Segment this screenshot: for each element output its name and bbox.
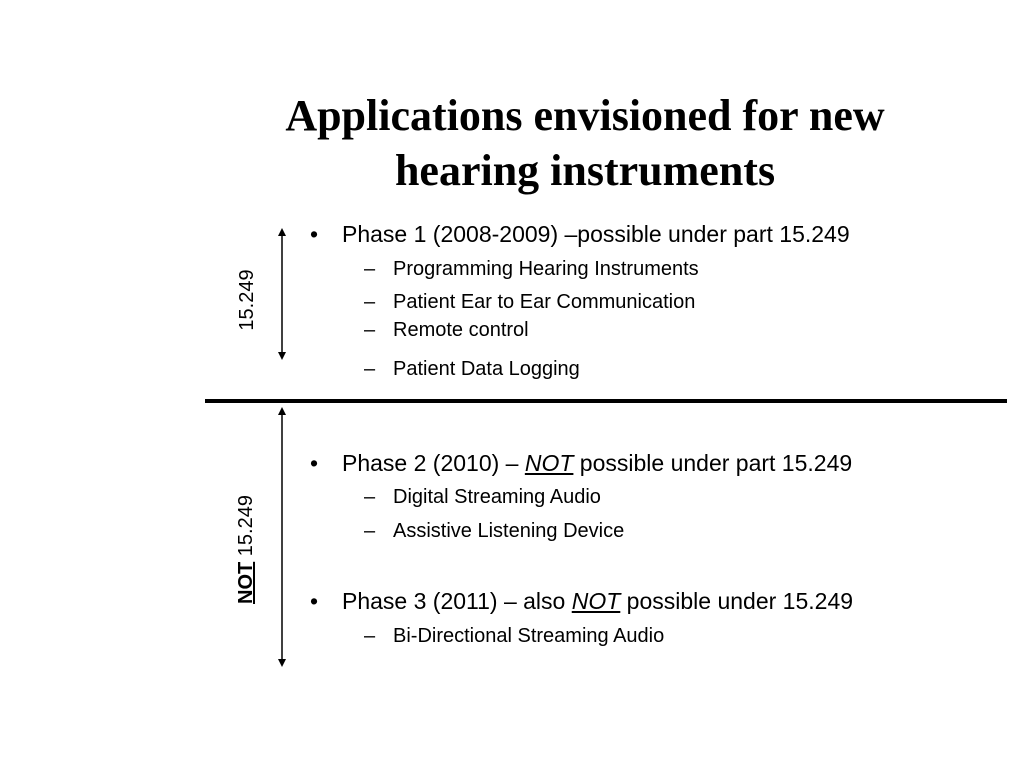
- section-divider: [205, 399, 1007, 403]
- phase3-text: [342, 587, 853, 615]
- phase2-text: [342, 449, 852, 477]
- title-line-1: Applications envisioned for new: [285, 91, 885, 140]
- dash: –: [364, 520, 376, 542]
- lower-range-text: 15.249: [235, 495, 257, 562]
- phase3-post: possible under 15.249: [620, 588, 854, 614]
- title-line-2: hearing instruments: [394, 146, 776, 195]
- upper-range-arrow: [276, 228, 288, 360]
- phase2-pre: Phase 2 (2010) –: [342, 450, 525, 476]
- upper-range-label: [235, 265, 259, 335]
- phase2-item-text: Assistive Listening Device: [393, 520, 625, 542]
- upper-range-text: 15.249: [236, 269, 258, 331]
- bullet-dot: •: [310, 450, 319, 476]
- dash: –: [364, 258, 376, 280]
- dash: –: [364, 486, 376, 508]
- slide-title: [170, 88, 1000, 198]
- bullet-dot: •: [310, 588, 319, 614]
- phase3-not: NOT: [571, 588, 621, 614]
- phase2-post: possible under part 15.249: [573, 450, 853, 476]
- phase1-item-text: Patient Data Logging: [393, 358, 580, 380]
- phase2-item-text: Digital Streaming Audio: [393, 486, 601, 508]
- phase3-pre: Phase 3 (2011) – also: [342, 588, 572, 614]
- bullet-dot: •: [310, 221, 319, 247]
- phase1-item-text: Patient Ear to Ear Communication: [393, 291, 696, 313]
- dash: –: [364, 358, 376, 380]
- phase1-text: Phase 1 (2008-2009) –possible under part 15.249: [342, 221, 850, 247]
- lower-range-arrow: [276, 407, 288, 667]
- phase1-item-text: Programming Hearing Instruments: [393, 258, 699, 280]
- lower-range-label: [234, 495, 258, 604]
- dash: –: [364, 319, 376, 341]
- not-label: NOT: [235, 561, 257, 604]
- phase3-item-text: Bi-Directional Streaming Audio: [393, 625, 665, 647]
- phase2-not: NOT: [524, 450, 574, 476]
- dash: –: [364, 625, 376, 647]
- phase1-item-text: Remote control: [393, 319, 529, 341]
- dash: –: [364, 291, 376, 313]
